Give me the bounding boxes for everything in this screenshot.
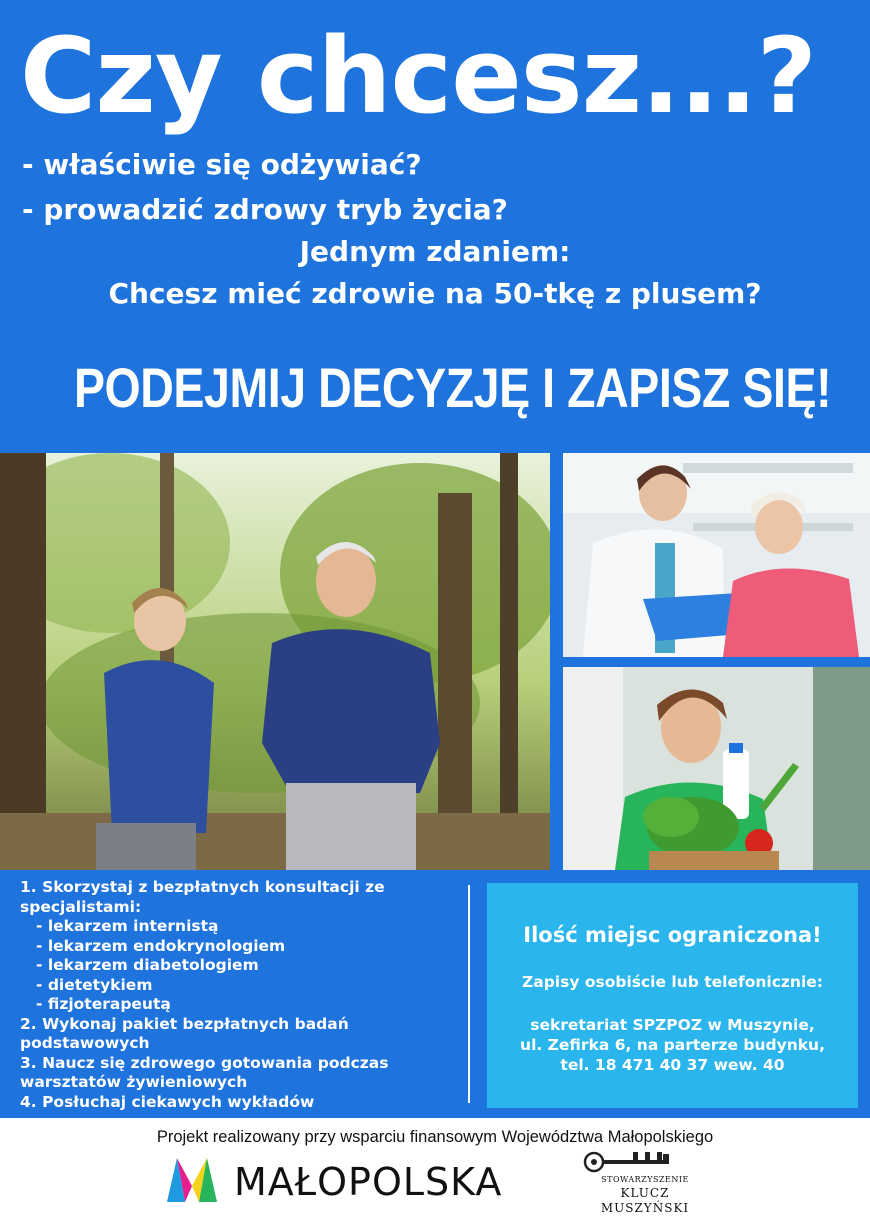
offer-item-cooking: 3. Naucz się zdrowego gotowania podczas warsztatów żywieniowych — [20, 1053, 389, 1091]
association-name-line-3: MUSZYŃSKI — [600, 1201, 690, 1215]
specialist-dietitian: - dietetykiem — [36, 975, 153, 994]
funding-credit: Projekt realizowany przy wsparciu finansowym Województwa Małopolskiego — [156, 1128, 714, 1146]
region-logo-text: MAŁOPOLSKA — [234, 1160, 503, 1204]
specialist-diabetologist: - lekarzem diabetologiem — [36, 956, 259, 974]
summary-label: Jednym zdaniem: — [299, 235, 571, 268]
call-to-action: PODEJMIJ DECYZJĘ I ZAPISZ SIĘ! — [73, 356, 832, 419]
poster-title: Czy chcesz...? — [20, 15, 817, 137]
question-health: Chcesz mieć zdrowie na 50-tkę z plusem? — [108, 277, 762, 310]
specialist-endocrinologist: - lekarzem endokrynologiem — [36, 936, 286, 955]
doctor-patient-photo — [563, 453, 870, 657]
address-line-2: ul. Zefirka 6, na parterze budynku, — [520, 1036, 825, 1054]
question-nutrition: - właściwie się odżywiać? — [22, 148, 422, 181]
info-box — [487, 883, 858, 1108]
offer-item-tests: 2. Wykonaj pakiet bezpłatnych badań podstawowych — [20, 1014, 349, 1052]
offer-item-lectures: 4. Posłuchaj ciekawych wykładów — [20, 1092, 315, 1111]
jogging-photo — [0, 453, 550, 870]
question-lifestyle: - prowadzić zdrowy tryb życia? — [22, 193, 508, 226]
footer — [0, 1118, 870, 1229]
key-icon — [583, 1150, 671, 1174]
association-name-line-1: STOWARZYSZENIE — [601, 1175, 689, 1184]
limited-places-headline: Ilość miejsc ograniczona! — [523, 923, 822, 947]
signup-info: Zapisy osobiście lub telefonicznie: — [522, 973, 823, 991]
specialist-internist: - lekarzem internistą — [36, 917, 219, 935]
column-divider — [468, 885, 470, 1103]
offer-list — [20, 878, 460, 1112]
healthy-food-photo — [563, 667, 870, 870]
offer-item-consultations: 1. Skorzystaj z bezpłatnych konsultacji ze specjalistami: — [20, 878, 385, 916]
phone-number: tel. 18 471 40 37 wew. 40 — [560, 1056, 785, 1074]
association-name-line-2: KLUCZ — [620, 1186, 670, 1200]
address-line-1: sekretariat SPZPOZ w Muszynie, — [530, 1016, 815, 1034]
malopolska-logo-icon — [165, 1152, 219, 1204]
specialist-physiotherapist: - fizjoterapeutą — [36, 995, 171, 1013]
